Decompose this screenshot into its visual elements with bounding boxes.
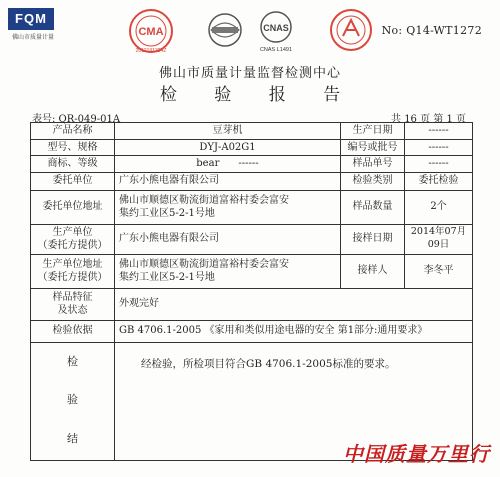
sample-state-label [31,288,115,320]
cma-id-text: 2012191324Z [135,48,167,54]
client-address-line-1: 佛山市顺德区勒流街道富裕村委会富安 [119,194,289,206]
client-address-line-2: 集约工业区5-2-1号地 [119,208,215,219]
fqm-logo [8,8,58,44]
form-number: 表号: QR-049-01A [32,114,121,125]
sample-no-value: ------ [405,156,473,173]
cnas-logo-text: CNAS [263,23,289,33]
producer-address-label-line-2: （委托方提供） [37,272,108,283]
receiver-label: 接样人 [341,254,405,288]
production-date-value: ------ [405,123,473,140]
producer-address-label [31,254,115,288]
cal-seal-icon [326,8,376,54]
client-address-label: 委托单位地址 [31,190,115,224]
fqm-logo-text: FQM [8,8,54,30]
sample-no-label: 样品单号 [341,156,405,173]
conclusion-label-char-1: 检 [67,354,78,368]
watermark-text: 中国质量万里行 [343,442,490,466]
cnas-id-text: CNAS L1491 [259,47,293,53]
brand-label: 商标、等级 [31,156,115,173]
producer-value: 广东小熊电器有限公司 [115,224,341,254]
model-value: DYJ-A02G1 [115,139,341,156]
sample-qty-label: 样品数量 [341,190,405,224]
conclusion-label-char-2: 验 [67,393,78,407]
sample-state-value: 外观完好 [115,288,473,320]
institute-name: 佛山市质量计量监督检测中心 [158,66,341,81]
page-count: 共 16 页 第 1 页 [391,114,466,125]
received-date-label: 接样日期 [341,224,405,254]
fqm-logo-subtext: 佛山市质量计量 [11,35,54,41]
brand-value: bear ------ [115,156,341,173]
conclusion-value: 经检验，所检项目符合GB 4706.1-2005标准的要求。 [115,342,473,460]
report-table [30,122,473,461]
model-label: 型号、规格 [31,139,115,156]
client-label: 委托单位 [31,172,115,190]
producer-address-label-line-1: 生产单位地址 [42,258,103,270]
producer-address-line-2: 集约工业区5-2-1号地 [119,272,215,283]
product-name-label: 产品名称 [31,123,115,140]
product-name-value: 豆芽机 [115,123,341,140]
basis-value: GB 4706.1-2005 《家用和类似用途电器的安全 第1部分:通用要求》 [115,320,473,342]
producer-label-line-1: 生产单位 [52,226,93,238]
serial-label: 编号或批号 [341,139,405,156]
client-address-value [115,190,341,224]
ilac-mra-logo-icon [198,10,252,52]
cnas-logo-icon [252,8,300,54]
conclusion-label [31,342,115,460]
sample-state-label-line-1: 样品特征 [52,291,93,303]
basis-label: 检验依据 [31,320,115,342]
sample-state-label-line-2: 及状态 [57,305,88,316]
inspection-type-label: 检验类别 [341,172,405,190]
receiver-value: 李冬平 [405,254,473,288]
producer-address-value [115,254,341,288]
conclusion-label-char-3: 结 [67,432,78,446]
report-title: 检 验 报 告 [159,85,357,105]
cma-seal-icon [118,8,184,54]
producer-label-line-2: （委托方提供） [37,240,108,251]
production-date-label: 生产日期 [341,123,405,140]
inspection-type-value: 委托检验 [405,172,473,190]
sample-qty-value: 2个 [405,190,473,224]
svg-text:CMA: CMA [138,26,164,38]
client-value: 广东小熊电器有限公司 [115,172,341,190]
serial-value: ------ [405,139,473,156]
received-date-value: 2014年07月09日 [405,224,473,254]
producer-label [31,224,115,254]
report-number: No: Q14-WT1272 [381,24,482,37]
producer-address-line-1: 佛山市顺德区勒流街道富裕村委会富安 [119,258,289,270]
